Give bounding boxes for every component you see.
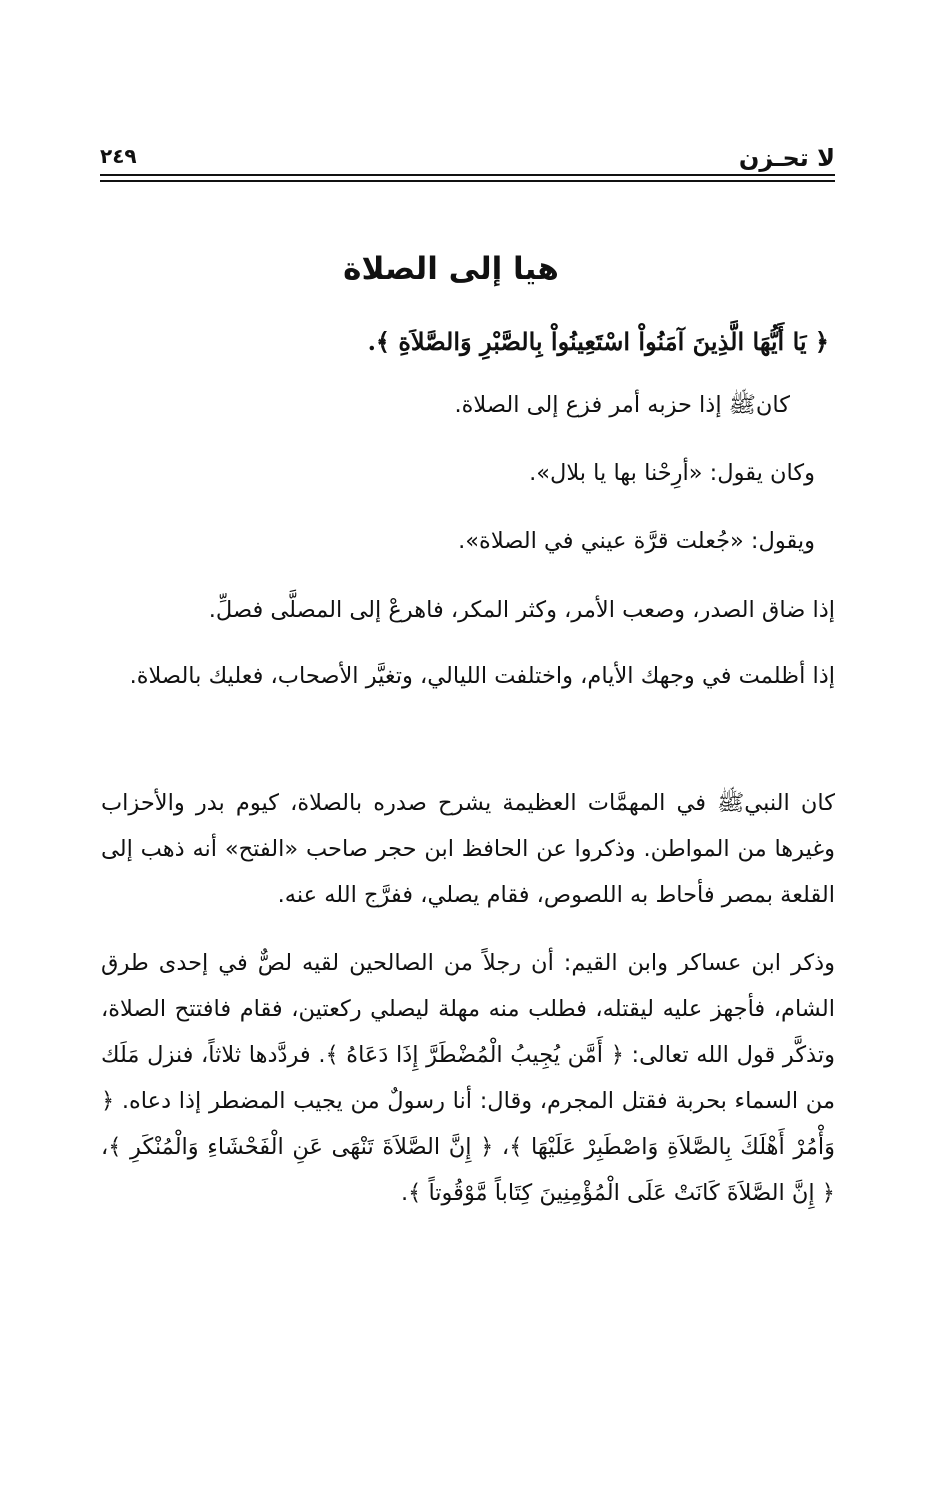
book-title: لا تحـزن: [738, 144, 835, 172]
paragraph-darkness: إذا أظلمت في وجهك الأيام، واختلفت الليالي، وتغيَّر الأصحاب، فعليك بالصلاة.: [129, 663, 835, 689]
header-rule-top: [100, 174, 835, 176]
page-content: [101, 245, 835, 1280]
page-number: ٢٤٩: [100, 144, 137, 168]
paragraph-historical-example: كان النبيﷺ في المهمَّات العظيمة يشرح صدره بالصلاة، كيوم بدر والأحزاب وغيرها من المواطن. وذكروا عن الحافظ ابن حجر صاحب «الفتح» أنه ذهب إلى القلعة بمصر فأحاط به اللصوص، فقام يصلي، ففرَّج الله عنه.: [101, 790, 835, 908]
text-line-prayer-comfort: ويقول: «جُعلت قرَّة عيني في الصلاة».: [458, 528, 815, 554]
header-row: [100, 138, 835, 174]
header-rule-bottom: [100, 180, 835, 182]
page-header: [100, 138, 835, 188]
paragraph-story: وذكر ابن عساكر وابن القيم: أن رجلاً من الصالحين لقيه لصٌّ في إحدى طرق الشام، فأجهز عليه ليقتله، فطلب منه مهلة ليصلي ركعتين، فقام فافتتح الصلاة، وتذكَّر قول الله تعالى: ﴿ أَمَّن يُجِيبُ الْمُضْطَرَّ إِذَا دَعَاهُ ﴾. فردَّدها ثلاثاً، فنزل مَلَك من السماء بحربة فقتل المجرم، وقال: أنا رسولٌ من يجيب المضطر إذا دعاه. ﴿ وَأْمُرْ أَهْلَكَ بِالصَّلاَةِ وَاصْطَبِرْ عَلَيْهَا ﴾، ﴿ إِنَّ الصَّلاَةَ تَنْهَى عَنِ الْفَحْشَاءِ وَالْمُنْكَرِ ﴾، ﴿ إِنَّ الصَّلاَةَ كَانَتْ عَلَى الْمُؤْمِنِينَ كِتَاباً مَّوْقُوتاً ﴾.: [101, 950, 835, 1206]
paragraph-hardship: إذا ضاق الصدر، وصعب الأمر، وكثر المكر، فاهرعْ إلى المصلَّى فصلِّ.: [208, 597, 835, 623]
section-title: هيا إلى الصلاة: [343, 251, 559, 287]
text-line-prophet-prayer: كانﷺ إذا حزبه أمر فزع إلى الصلاة.: [454, 392, 790, 418]
text-line-bilal-quote: وكان يقول: «أرِحْنا بها يا بلال».: [529, 460, 815, 486]
opening-verse: ﴿ يَا أَيُّهَا الَّذِينَ آمَنُواْ اسْتَعِينُواْ بِالصَّبْرِ وَالصَّلاَةِ ﴾.: [367, 327, 829, 356]
